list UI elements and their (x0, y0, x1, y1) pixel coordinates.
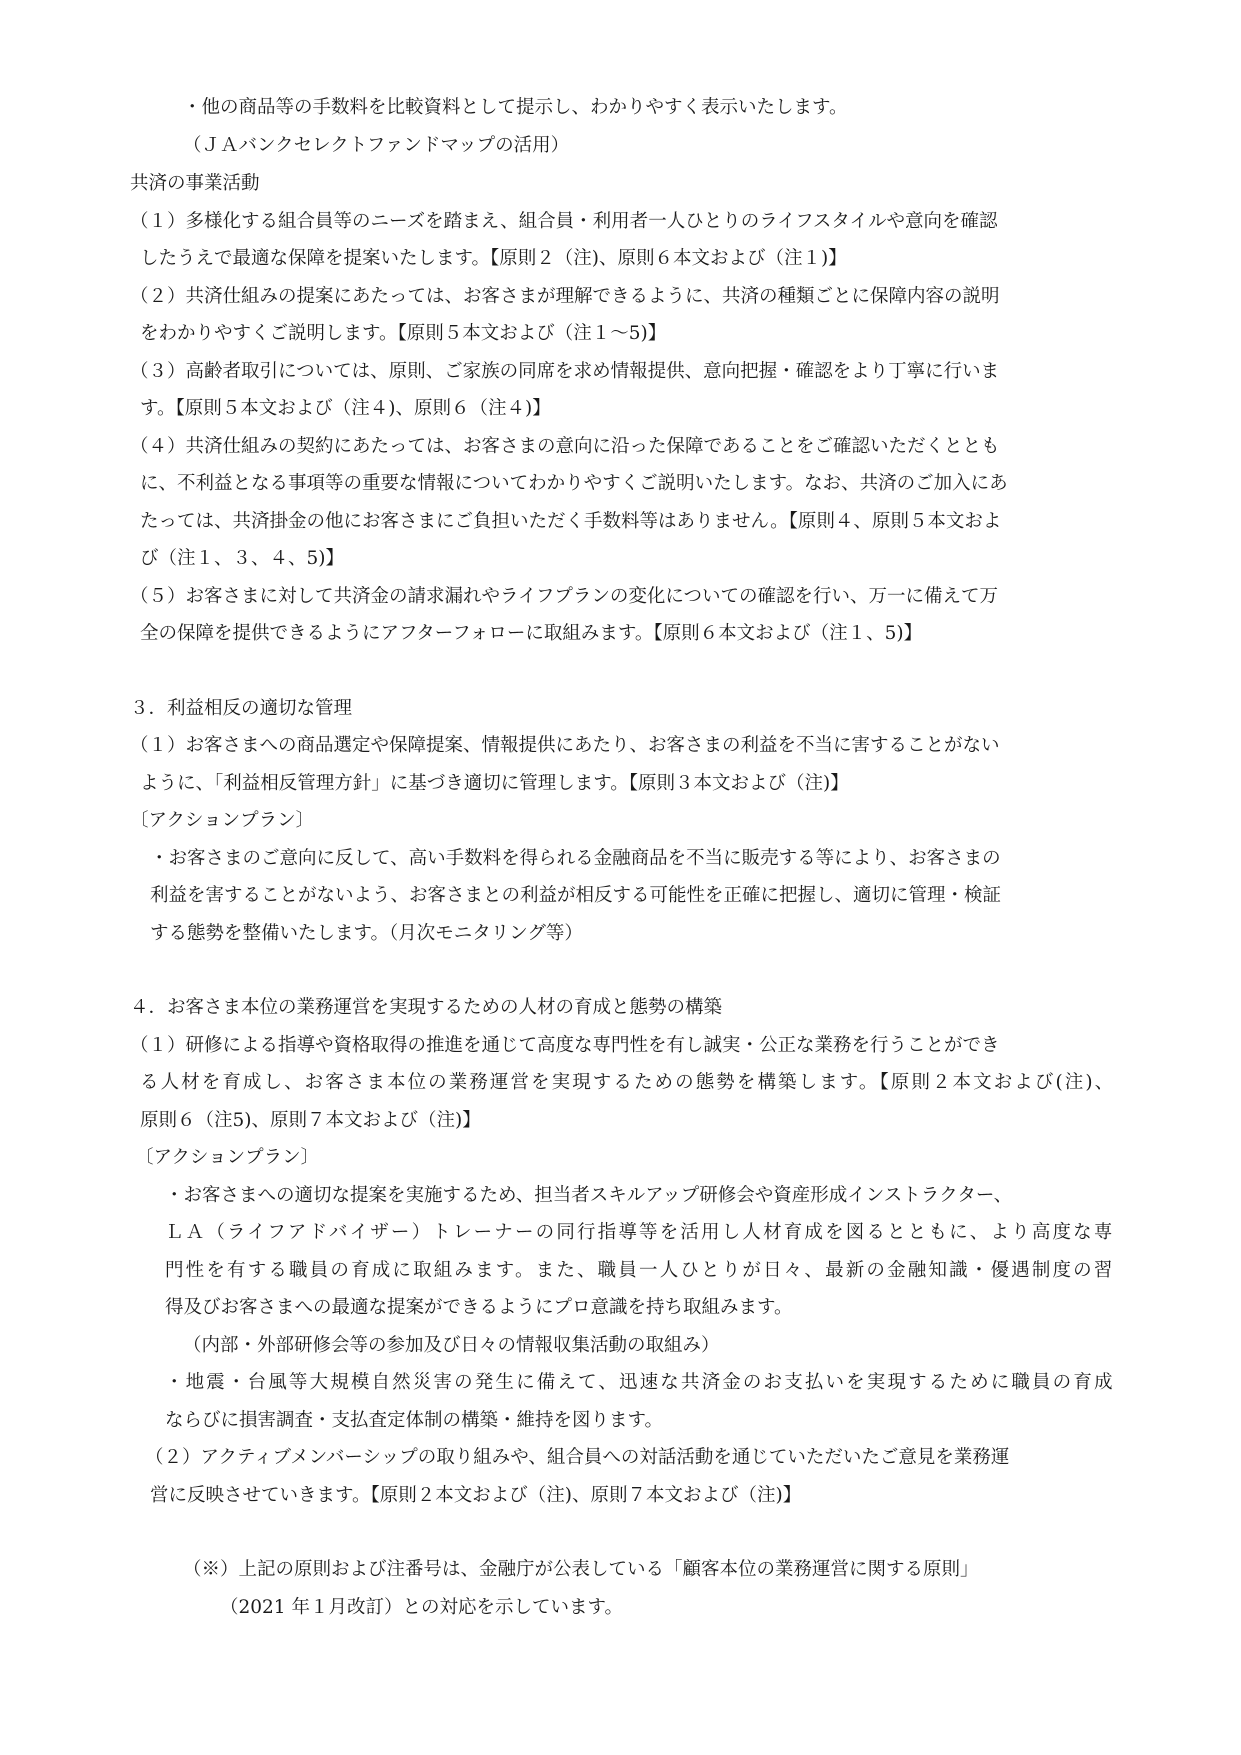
section-heading: ４．お客さま本位の業務運営を実現するための人材の育成と態勢の構築 (130, 997, 723, 1018)
text-line: 原則６（注5)、原則７本文および（注)】 (140, 1110, 481, 1131)
text-line: 得及びお客さまへの最適な提案ができるようにプロ意識を持ち取組みます。 (165, 1297, 793, 1318)
text-line: たっては、共済掛金の他にお客さまにご負担いただく手数料等はありません。【原則４、原則５本文およ (140, 511, 1002, 532)
action-plan-label: 〔アクションプラン〕 (130, 810, 315, 831)
text-line: （ＪＡバンクセレクトファンドマップの活用） (183, 135, 570, 156)
text-line: す。【原則５本文および（注４)、原則６（注４)】 (140, 398, 551, 419)
text-line: ・お客さまへの適切な提案を実施するため、担当者スキルアップ研修会や資産形成インストラクター、 (165, 1185, 1013, 1206)
text-line: ・お客さまのご意向に反して、高い手数料を得られる金融商品を不当に販売する等により、お客さまの (150, 848, 1001, 869)
text-line: 全の保障を提供できるようにアフターフォローに取組みます。【原則６本文および（注１、5)】 (140, 623, 923, 644)
text-line: ならびに損害調査・支払査定体制の構築・維持を図ります。 (165, 1410, 664, 1431)
text-line: に、不利益となる事項等の重要な情報についてわかりやすくご説明いたします。なお、共済のご加入にあ (140, 473, 1008, 494)
text-line: （１）研修による指導や資格取得の推進を通じて高度な専門性を有し誠実・公正な業務を行うことができ (130, 1035, 1000, 1056)
text-line: （３）高齢者取引については、原則、ご家族の同席を求め情報提供、意向把握・確認をより丁寧に行いま (130, 361, 1000, 382)
text-line: （１）多様化する組合員等のニーズを踏まえ、組合員・利用者一人ひとりのライフスタイルや意向を確認 (130, 211, 998, 232)
text-line: び（注１、３、４、5)】 (140, 548, 344, 569)
section-heading: ３．利益相反の適切な管理 (130, 698, 353, 719)
section-heading: 共済の事業活動 (130, 173, 260, 194)
footnote: （※）上記の原則および注番号は、金融庁が公表している「顧客本位の業務運営に関する原則」 (183, 1559, 979, 1580)
text-line: する態勢を整備いたします。（月次モニタリング等） (150, 923, 583, 944)
text-line: （２）アクティブメンバーシップの取り組みや、組合員への対話活動を通じていただいたご意見を業務運 (145, 1447, 1010, 1468)
action-plan-label: 〔アクションプラン〕 (135, 1147, 320, 1168)
text-line: 利益を害することがないよう、お客さまとの利益が相反する可能性を正確に把握し、適切に管理・検証 (150, 885, 1002, 906)
text-line: ＬＡ（ライフアドバイザー）トレーナーの同行指導等を活用し人材育成を図るとともに、より高度な専 (165, 1222, 1115, 1243)
text-line: （４）共済仕組みの契約にあたっては、お客さまの意向に沿った保障であることをご確認いただくととも (130, 436, 1000, 457)
text-line: （１）お客さまへの商品選定や保障提案、情報提供にあたり、お客さまの利益を不当に害することがない (130, 735, 1000, 756)
text-line: ・地震・台風等大規模自然災害の発生に備えて、迅速な共済金のお支払いを実現するために職員の育成 (165, 1372, 1115, 1393)
text-line: をわかりやすくご説明します。【原則５本文および（注１〜5)】 (140, 323, 667, 344)
text-line: る人材を育成し、お客さま本位の業務運営を実現するための態勢を構築します。【原則２本文および(注)、 (140, 1072, 1116, 1093)
footnote: （2021 年１月改訂）との対応を示しています。 (220, 1597, 623, 1618)
text-line: 門性を有する職員の育成に取組みます。また、職員一人ひとりが日々、最新の金融知識・優遇制度の習 (165, 1260, 1115, 1281)
text-line: （５）お客さまに対して共済金の請求漏れやライフプランの変化についての確認を行い、万一に備えて万 (130, 586, 999, 607)
text-line: （２）共済仕組みの提案にあたっては、お客さまが理解できるように、共済の種類ごとに保障内容の説明 (130, 286, 1000, 307)
text-line: ように、「利益相反管理方針」に基づき適切に管理します。【原則３本文および（注)】 (140, 773, 849, 794)
text-line: （内部・外部研修会等の参加及び日々の情報収集活動の取組み） (183, 1335, 720, 1356)
text-line: したうえで最適な保障を提案いたします。【原則２（注)、原則６本文および（注１)】 (140, 248, 847, 269)
text-line: 営に反映させていきます。【原則２本文および（注)、原則７本文および（注)】 (150, 1485, 802, 1506)
text-line: ・他の商品等の手数料を比較資料として提示し、わかりやすく表示いたします。 (183, 97, 848, 118)
